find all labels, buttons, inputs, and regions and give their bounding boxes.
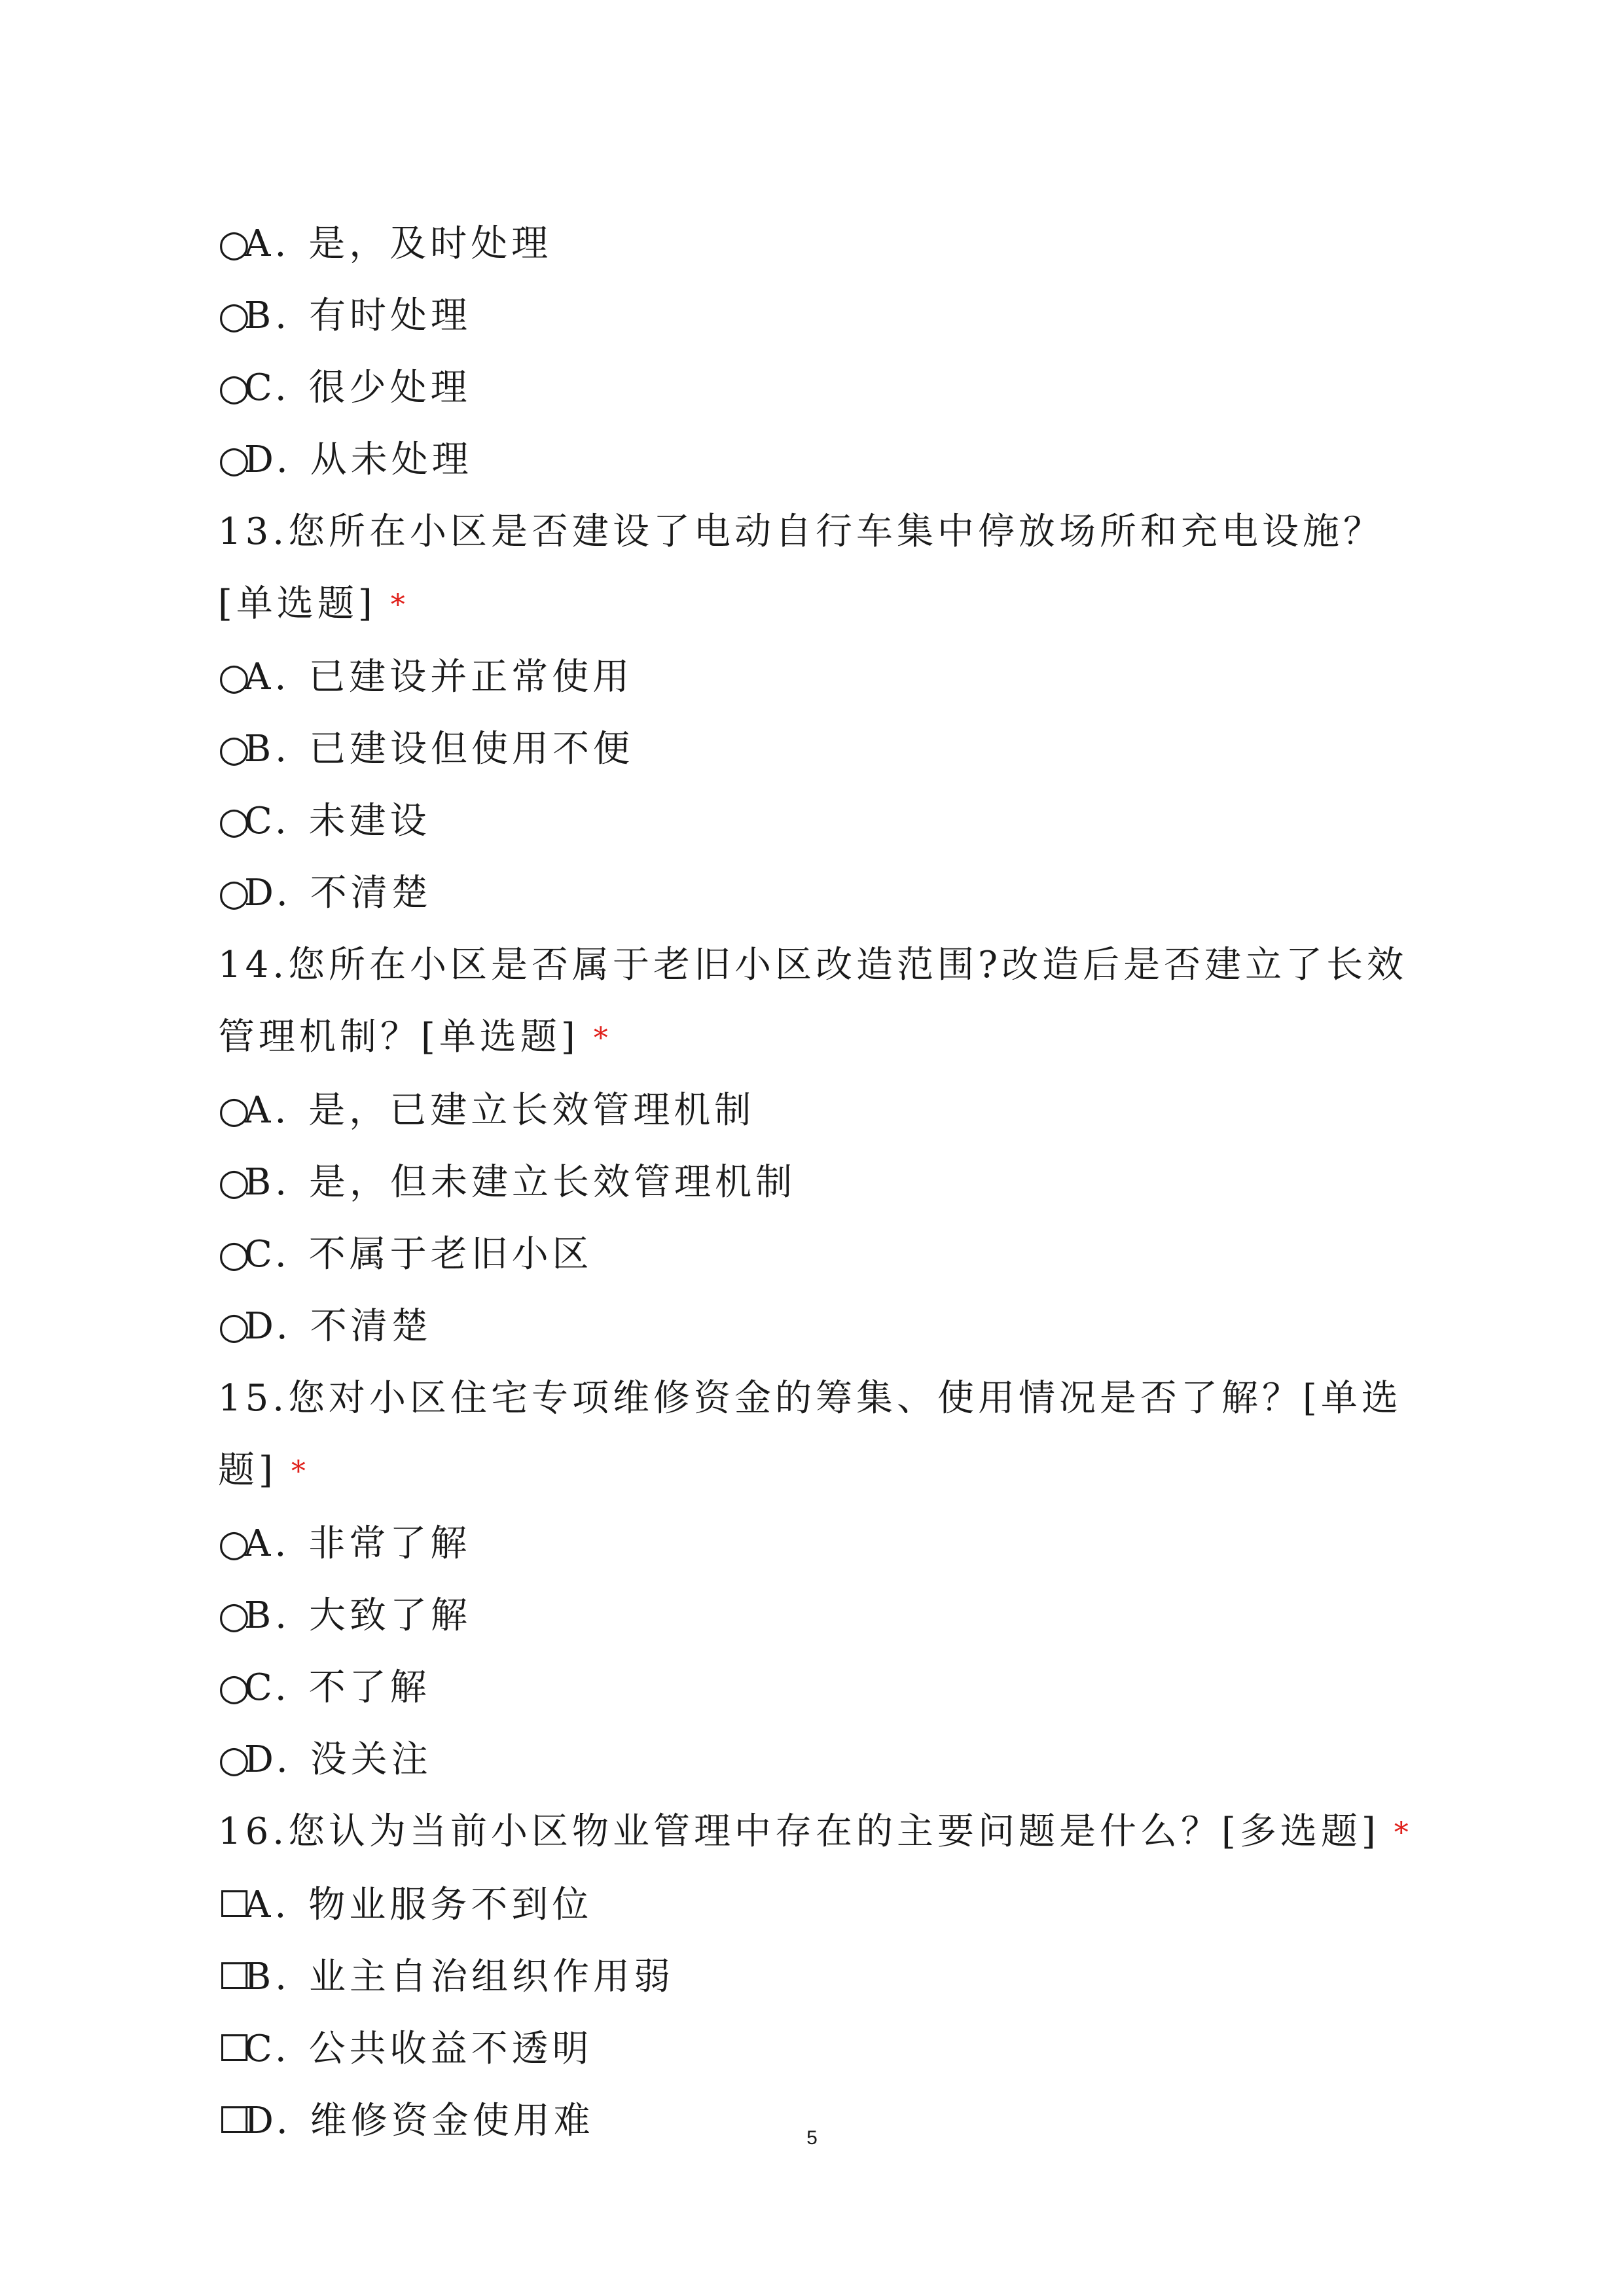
option-letter: D.	[244, 872, 292, 914]
question-12-options	[218, 208, 1429, 496]
option-row[interactable]	[218, 1219, 1429, 1291]
radio-circle-icon[interactable]: ○	[218, 1522, 254, 1565]
option-letter: D.	[244, 1305, 292, 1348]
option-text: 不清楚	[310, 1305, 432, 1348]
option-letter: C.	[244, 2028, 291, 2070]
radio-circle-icon[interactable]: ○	[218, 656, 254, 698]
option-letter: A.	[244, 1089, 291, 1132]
option-letter: A.	[244, 1522, 291, 1565]
radio-circle-icon[interactable]: ○	[218, 439, 254, 481]
option-text: 从未处理	[310, 439, 473, 481]
option-row[interactable]	[218, 713, 1429, 785]
question-14-title	[218, 929, 1429, 1075]
option-text: 已建设并正常使用	[308, 656, 634, 698]
option-text: 大致了解	[308, 1594, 471, 1637]
radio-circle-icon[interactable]: ○	[218, 223, 254, 265]
required-asterisk: *	[291, 1455, 306, 1488]
question-text: 13.您所在小区是否建设了电动自行车集中停放场所和充电设施？[单选题]	[218, 511, 1384, 625]
radio-circle-icon[interactable]: ○	[218, 1161, 254, 1204]
question-text: 14.您所在小区是否属于老旧小区改造范围?改造后是否建立了长效管理机制？[单选题]	[218, 944, 1408, 1058]
option-letter: D.	[244, 1738, 292, 1781]
checkbox-square-icon[interactable]: ☐	[218, 2100, 255, 2142]
option-text: 业主自治组织作用弱	[308, 1956, 674, 1998]
option-row[interactable]	[218, 1652, 1429, 1724]
option-row[interactable]	[218, 785, 1429, 857]
option-row[interactable]	[218, 1508, 1429, 1580]
option-text: 有时处理	[308, 295, 471, 337]
option-letter: A.	[244, 223, 291, 265]
required-asterisk: *	[1394, 1816, 1409, 1850]
option-text: 很少处理	[308, 367, 471, 409]
question-13-options	[218, 641, 1429, 929]
option-text: 公共收益不透明	[308, 2028, 593, 2070]
option-row[interactable]	[218, 1724, 1429, 1796]
option-text: 不属于老旧小区	[308, 1233, 593, 1276]
survey-content	[218, 208, 1429, 2157]
radio-circle-icon[interactable]: ○	[218, 1594, 254, 1637]
radio-circle-icon[interactable]: ○	[218, 295, 254, 337]
question-15-title	[218, 1363, 1429, 1508]
question-14-options	[218, 1075, 1429, 1363]
option-row[interactable]	[218, 208, 1429, 280]
checkbox-square-icon[interactable]: ☐	[218, 2028, 255, 2070]
option-letter: B.	[244, 728, 291, 770]
radio-circle-icon[interactable]: ○	[218, 1738, 254, 1781]
question-13-title	[218, 496, 1429, 641]
option-row[interactable]	[218, 2013, 1429, 2085]
option-letter: C.	[244, 1666, 291, 1709]
required-asterisk: *	[593, 1022, 608, 1055]
option-letter: A.	[244, 1884, 291, 1926]
option-letter: B.	[244, 1594, 291, 1637]
option-letter: C.	[244, 1233, 291, 1276]
option-row[interactable]	[218, 280, 1429, 352]
option-text: 未建设	[308, 800, 431, 842]
radio-circle-icon[interactable]: ○	[218, 872, 254, 914]
option-text: 没关注	[310, 1738, 432, 1781]
question-16-options	[218, 1869, 1429, 2157]
checkbox-square-icon[interactable]: ☐	[218, 1956, 255, 1998]
question-15-options	[218, 1508, 1429, 1796]
option-letter: C.	[244, 800, 291, 842]
radio-circle-icon[interactable]: ○	[218, 728, 254, 770]
option-row[interactable]	[218, 1147, 1429, 1219]
option-letter: D.	[244, 439, 292, 481]
question-text: 16.您认为当前小区物业管理中存在的主要问题是什么？[多选题]	[218, 1810, 1380, 1853]
option-row[interactable]	[218, 641, 1429, 713]
option-letter: A.	[244, 656, 291, 698]
option-text: 不了解	[308, 1666, 431, 1709]
option-row[interactable]	[218, 1941, 1429, 2013]
option-row[interactable]	[218, 352, 1429, 424]
page-number: 5	[806, 2127, 818, 2149]
radio-circle-icon[interactable]: ○	[218, 1666, 254, 1709]
option-letter: B.	[244, 1956, 291, 1998]
option-text: 是，已建立长效管理机制	[308, 1089, 755, 1132]
option-row[interactable]	[218, 1291, 1429, 1363]
required-asterisk: *	[390, 588, 405, 622]
radio-circle-icon[interactable]: ○	[218, 1233, 254, 1276]
option-text: 物业服务不到位	[308, 1884, 593, 1926]
question-text: 15.您对小区住宅专项维修资金的筹集、使用情况是否了解？[单选题]	[218, 1377, 1402, 1492]
radio-circle-icon[interactable]: ○	[218, 1305, 254, 1348]
option-text: 不清楚	[310, 872, 432, 914]
option-text: 已建设但使用不便	[308, 728, 634, 770]
radio-circle-icon[interactable]: ○	[218, 800, 254, 842]
radio-circle-icon[interactable]: ○	[218, 1089, 254, 1132]
option-text: 是，但未建立长效管理机制	[308, 1161, 796, 1204]
option-letter: B.	[244, 295, 291, 337]
question-16-title	[218, 1796, 1429, 1869]
option-row[interactable]	[218, 424, 1429, 496]
checkbox-square-icon[interactable]: ☐	[218, 1884, 255, 1926]
option-text: 维修资金使用难	[310, 2100, 594, 2142]
option-row[interactable]	[218, 1075, 1429, 1147]
option-row[interactable]	[218, 857, 1429, 929]
radio-circle-icon[interactable]: ○	[218, 367, 254, 409]
option-row[interactable]	[218, 1869, 1429, 1941]
option-letter: C.	[244, 367, 291, 409]
option-text: 非常了解	[308, 1522, 471, 1565]
option-text: 是，及时处理	[308, 223, 552, 265]
option-letter: D.	[244, 2100, 292, 2142]
option-letter: B.	[244, 1161, 291, 1204]
option-row[interactable]	[218, 1580, 1429, 1652]
